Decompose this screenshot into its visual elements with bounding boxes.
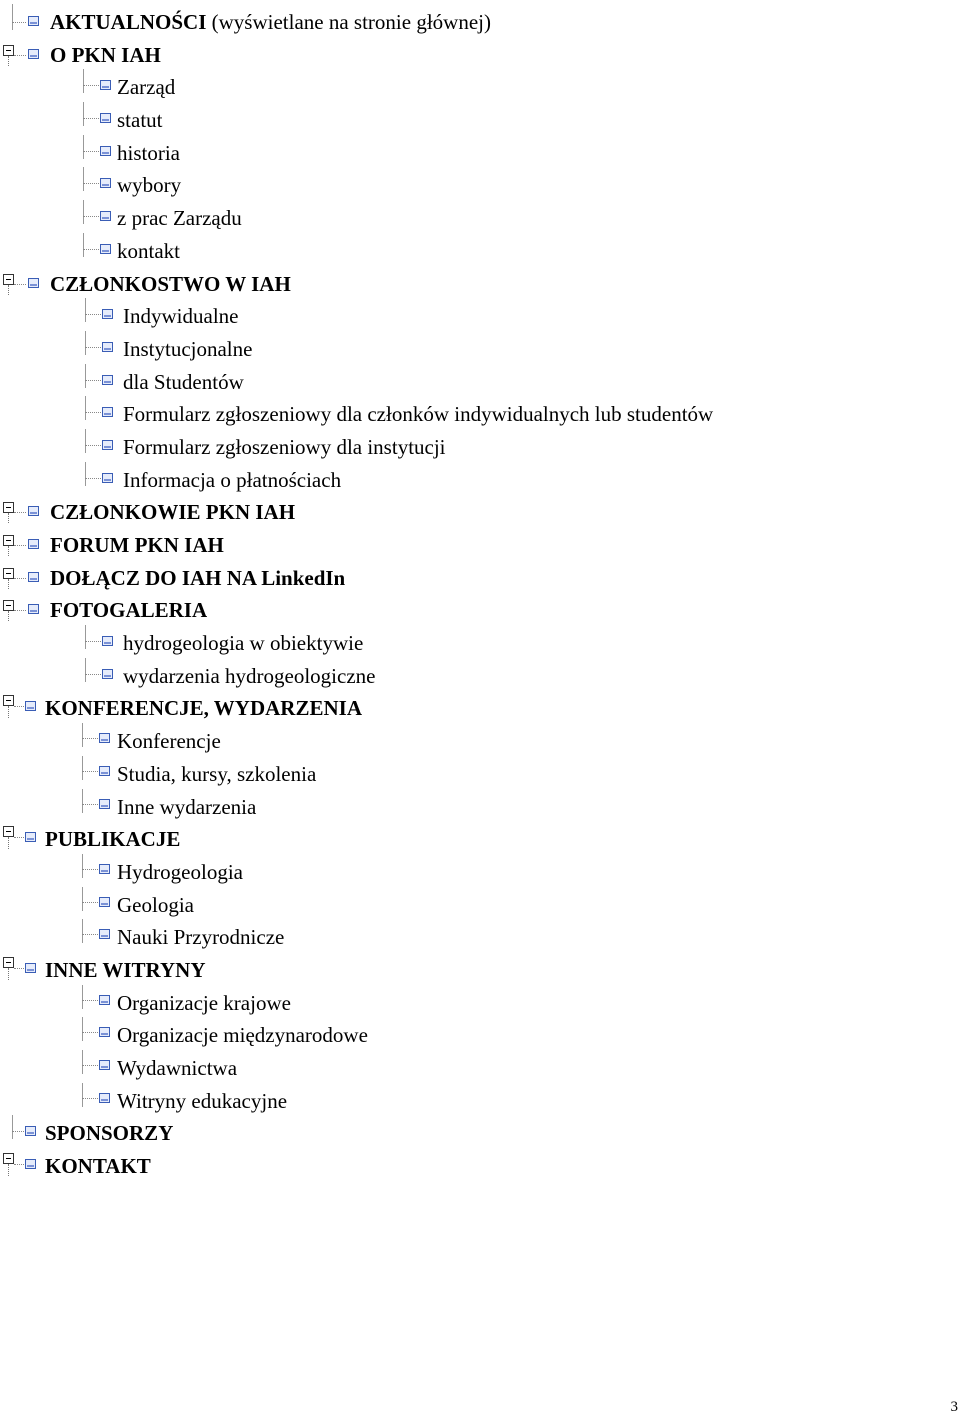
tree-connector [8,56,9,66]
menu-item-czlonkowie[interactable] [0,494,960,527]
tree-connector [82,1065,98,1066]
submenu-item-label[interactable]: Indywidualne [123,304,239,329]
menu-item-publikacje[interactable] [0,821,960,854]
menu-item-label[interactable]: O PKN IAH [50,42,161,67]
collapse-icon[interactable] [3,695,14,706]
submenu-item-label[interactable]: Formularz zgłoszeniowy dla instytucji [123,434,446,459]
tree-connector [85,445,101,446]
tree-connector [8,611,9,621]
menu-item-label[interactable]: INNE WITRYNY [45,957,206,982]
tree-connector [82,1098,98,1099]
page-icon [99,995,110,1005]
tree-connector [8,513,9,523]
menu-tree [0,4,960,1181]
tree-connector [8,968,9,980]
page-icon [100,113,111,123]
tree-connector [82,738,98,739]
submenu-item-label[interactable]: Formularz zgłoszeniowy dla członków indywidualnych lub studentów [123,402,714,427]
tree-connector [14,706,24,707]
menu-item-sponsorzy[interactable] [0,1115,960,1148]
collapse-icon[interactable] [3,600,14,611]
tree-connector [83,151,99,152]
submenu-item-label[interactable]: Organizacje międzynarodowe [117,1023,368,1048]
page-icon [100,146,111,156]
tree-connector [8,579,9,589]
menu-item-o-pkn-iah[interactable] [0,37,960,70]
submenu-item-label[interactable]: Geologia [117,892,194,917]
menu-item-label[interactable]: FORUM PKN IAH [50,533,224,557]
menu-item-konferencje[interactable] [0,690,960,723]
submenu-item[interactable] [0,69,960,102]
tree-connector [85,396,86,420]
collapse-icon[interactable] [3,502,14,513]
menu-item-forum[interactable] [0,527,960,560]
submenu-item[interactable] [0,756,960,789]
submenu-item[interactable] [0,233,960,266]
tree-connector [12,1131,24,1132]
page-icon [28,506,39,516]
submenu-item-label[interactable]: hydrogeologia w obiektywie [123,631,364,656]
tree-connector [14,968,24,969]
submenu-item[interactable] [0,462,960,495]
tree-connector [14,578,26,579]
page-icon [102,375,113,385]
tree-connector [82,1050,83,1074]
tree-connector [83,85,99,86]
tree-connector [83,135,84,159]
submenu-item-label[interactable]: kontakt [117,238,180,263]
submenu-item[interactable] [0,919,960,952]
submenu-item-label[interactable]: wybory [117,173,182,198]
tree-connector [85,658,86,682]
page-icon [28,604,39,614]
submenu-item[interactable] [0,298,960,331]
tree-connector [82,789,83,813]
page-icon [25,1126,36,1136]
collapse-icon[interactable] [3,826,14,837]
tree-connector [82,771,98,772]
tree-connector [83,102,84,126]
tree-connector [85,314,101,315]
tree-connector [83,249,99,250]
tree-connector [14,545,26,546]
submenu-item[interactable] [0,396,960,429]
tree-connector [8,285,9,295]
tree-connector [82,934,98,935]
submenu-item-label[interactable]: Witryny edukacyjne [117,1088,288,1113]
page-number: 3 [950,1399,958,1415]
page-icon [99,1060,110,1070]
page-icon [102,636,113,646]
page-icon [102,473,113,483]
page-icon [25,963,36,973]
tree-connector [85,412,101,413]
collapse-icon[interactable] [3,274,14,285]
tree-connector [14,1164,24,1165]
menu-item-label[interactable]: PUBLIKACJE [45,827,181,852]
page-icon [99,1027,110,1037]
tree-connector [85,331,86,355]
tree-connector [12,1115,13,1139]
submenu-item[interactable] [0,887,960,920]
page-icon [102,440,113,450]
tree-connector [8,837,9,849]
tree-connector [85,380,101,381]
tree-connector [85,641,101,642]
tree-connector [85,347,101,348]
menu-item-kontakt[interactable] [0,1148,960,1181]
page-icon [102,407,113,417]
submenu-item-label[interactable]: Instytucjonalne [123,336,253,361]
page-icon [99,1093,110,1103]
tree-connector [82,854,83,878]
tree-connector [14,55,26,56]
submenu-item[interactable] [0,1050,960,1083]
submenu-item[interactable] [0,331,960,364]
menu-item-label[interactable]: FOTOGALERIA [50,598,208,623]
tree-connector [8,706,9,718]
page-icon [100,178,111,188]
tree-connector [85,298,86,322]
submenu-item[interactable] [0,723,960,756]
menu-item-aktualnosci[interactable] [0,4,960,37]
submenu-item-label[interactable]: Wydawnictwa [117,1056,238,1080]
tree-connector [82,869,98,870]
submenu-item-label[interactable]: Studia, kursy, szkolenia [117,761,317,786]
tree-connector [82,1032,98,1033]
page-icon [99,766,110,776]
tree-connector [85,674,101,675]
tree-connector [82,887,83,911]
submenu-item-label[interactable]: Konferencje [117,729,221,754]
submenu-item[interactable] [0,854,960,887]
tree-connector [82,804,98,805]
tree-connector [83,233,84,257]
tree-connector [14,837,24,838]
tree-connector [82,1017,83,1041]
submenu-item-label[interactable]: Informacja o płatnościach [123,467,342,492]
tree-connector [83,183,99,184]
tree-connector [14,284,26,285]
submenu-item[interactable] [0,1017,960,1050]
page-icon [99,799,110,809]
tree-connector [83,216,99,217]
collapse-icon[interactable] [3,1153,14,1164]
page-icon [99,929,110,939]
tree-connector [82,756,83,780]
submenu-item-label[interactable]: z prac Zarządu [117,206,242,231]
tree-connector [82,902,98,903]
page-icon [99,897,110,907]
page-icon [28,539,39,549]
tree-connector [82,985,83,1009]
menu-item-label[interactable]: CZŁONKOSTWO W IAH [50,271,291,296]
page-icon [102,669,113,679]
menu-item-label[interactable]: CZŁONKOWIE PKN IAH [50,500,296,525]
tree-connector [83,200,84,224]
submenu-item[interactable] [0,135,960,168]
tree-connector [83,118,99,119]
submenu-item-label[interactable]: historia [117,140,180,165]
collapse-icon[interactable] [3,568,14,579]
page-icon [28,572,39,582]
page-icon [100,80,111,90]
menu-item-label[interactable]: SPONSORZY [45,1121,174,1146]
submenu-item[interactable] [0,789,960,822]
page-icon [28,278,39,288]
menu-item-fotogaleria[interactable] [0,592,960,625]
tree-connector [85,625,86,649]
menu-item-note: (wyświetlane na stronie głównej) [206,10,491,34]
submenu-item[interactable] [0,429,960,462]
menu-item-czlonkostwo[interactable] [0,266,960,299]
tree-connector [82,723,83,747]
tree-connector [82,919,83,943]
tree-connector [14,512,26,513]
submenu-item[interactable] [0,625,960,658]
page-icon [28,49,39,59]
page-icon [99,733,110,743]
submenu-item-label[interactable]: wydarzenia hydrogeologiczne [123,663,376,688]
page-icon [100,211,111,221]
menu-item-label[interactable]: DOŁĄCZ DO IAH NA LinkedIn [50,565,346,590]
page-icon [100,244,111,254]
submenu-item-label[interactable]: Nauki Przyrodnicze [117,925,285,950]
page-icon [25,1159,36,1169]
menu-item-label[interactable]: KONTAKT [45,1154,151,1179]
submenu-item[interactable] [0,200,960,233]
submenu-item[interactable] [0,1083,960,1116]
tree-connector [83,167,84,191]
tree-connector [85,462,86,486]
menu-item-label[interactable]: KONFERENCJE, WYDARZENIA [45,696,362,721]
menu-item-dolacz[interactable] [0,560,960,593]
page-icon [25,701,36,711]
tree-connector [8,546,9,556]
collapse-icon[interactable] [3,957,14,968]
page-icon [28,16,39,26]
menu-item-label[interactable]: AKTUALNOŚCI [50,10,207,34]
submenu-item-label[interactable]: dla Studentów [123,369,244,394]
tree-connector [85,364,86,388]
menu-item-inne-witryny[interactable] [0,952,960,985]
submenu-item[interactable] [0,364,960,397]
tree-connector [12,22,26,23]
page-icon [102,309,113,319]
tree-connector [82,1083,83,1107]
submenu-item-label[interactable]: Organizacje krajowe [117,990,291,1015]
page-icon [99,864,110,874]
submenu-item-label[interactable]: statut [117,108,163,133]
submenu-item[interactable] [0,102,960,135]
tree-connector [14,610,26,611]
submenu-item-label[interactable]: Hydrogeologia [117,859,243,884]
tree-connector [85,478,101,479]
page-icon [102,342,113,352]
page-icon [25,832,36,842]
tree-connector [82,1000,98,1001]
tree-connector [12,4,13,30]
submenu-item[interactable] [0,985,960,1018]
tree-connector [8,1164,9,1176]
submenu-item[interactable] [0,658,960,691]
collapse-icon[interactable] [3,535,14,546]
tree-connector [83,69,84,93]
submenu-item[interactable] [0,167,960,200]
submenu-item-label[interactable]: Inne wydarzenia [117,794,257,819]
collapse-icon[interactable] [3,45,14,56]
tree-connector [85,429,86,453]
submenu-item-label[interactable]: Zarząd [117,75,176,100]
